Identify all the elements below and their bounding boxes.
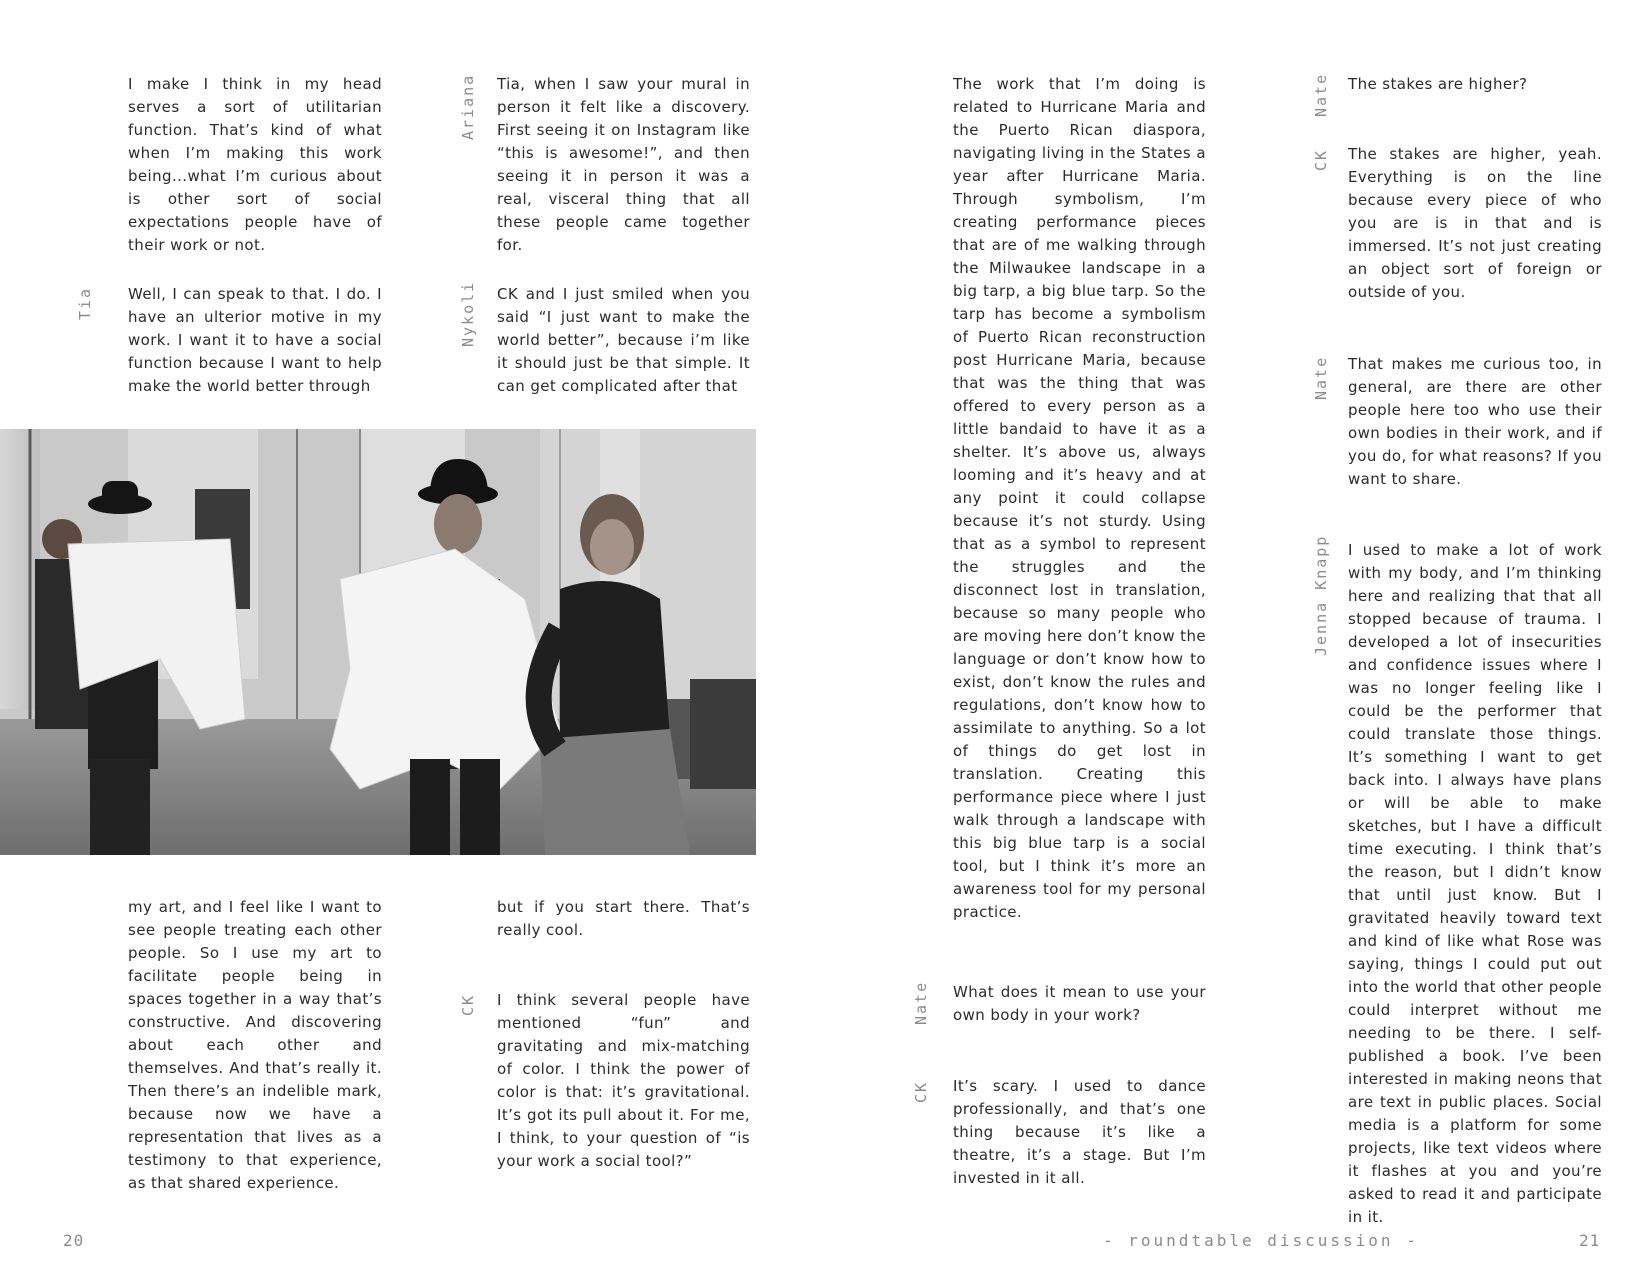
paragraph-ck-scary: It’s scary. I used to dance professionally, and that’s one thing because it’s like a theatre, it’s a stage. But I’m invested in it all. [953, 1077, 1206, 1187]
paragraph-nate-bodies: That makes me curious too, in general, are there are other people here too who use their own bodies in their work, and if you do, for what reasons? If you want to share. [1348, 355, 1602, 488]
speaker-label-tia: Tia [76, 286, 94, 320]
paragraph-nate-body-question: What does it mean to use your own body in your work? [953, 983, 1206, 1024]
speaker-label-nate-2: Nate [1312, 72, 1330, 117]
rehearsal-photo [0, 429, 756, 855]
paragraph-ariana: Tia, when I saw your mural in person it felt like a discovery. First seeing it on Instagram like “this is awesome!”, and then seeing it in person it was a real, visceral thing that all these people came together for. [497, 75, 750, 254]
page-number-left: 20 [63, 1231, 85, 1250]
speaker-label-ck-1: CK [912, 1080, 930, 1103]
speaker-label-nate-3: Nate [1312, 355, 1330, 400]
speaker-label-ck-left: CK [459, 993, 477, 1016]
paragraph-utilitarian-function: I make I think in my head serves a sort of utilitarian function. That’s kind of what when I’m making this work being...what I’m curious about is other sort of social expectations people have of their work or not. [128, 75, 382, 254]
paragraph-ck-stakes: The stakes are higher, yeah. Everything is on the line because every piece of who you are is in that and is immersed. It’s not just creating an object sort of foreign or outside of you. [1348, 145, 1602, 301]
speaker-label-ck-2: CK [1312, 148, 1330, 171]
speaker-label-jenna-knapp: Jenna Knapp [1312, 534, 1330, 656]
paragraph-nykoli-part1: CK and I just smiled when you said “I just want to make the world better”, because i’m like it should just be that simple. It can get complicated after that [497, 285, 750, 395]
speaker-label-nykoli: Nykoli [459, 280, 477, 347]
paragraph-tia-part2: my art, and I feel like I want to see people treating each other people. So I use my art to facilitate people being in spaces together in a way that’s constructive. And discovering about each other and themselves. And that’s really it. Then there’s an indelible mark, because now we have a representation that lives as a testimony to that experience, as that shared experience. [128, 898, 382, 1192]
paragraph-jenna: I used to make a lot of work with my body, and I’m thinking here and realizing that that all stopped because of trauma. I developed a lot of insecurities and confidence issues where I was no longer feeling like I could be the performer that could translate those things. It’s something I want to get back into. I always have plans or will be able to make sketches, but I have a difficult time executing. I think that’s the reason, but I didn’t know that until just know. But I gravitated heavily toward text and kind of like what Rose was saying, things I could put out into the world that other people could interpret without me needing to be there. I self-published a book. I’ve been interested in making neons that are text in public places. Social media is a platform for some projects, like text videos where it flashes at you and you’re asked to read it and participate in it. [1348, 541, 1602, 1226]
speaker-label-nate-1: Nate [912, 980, 930, 1025]
speaker-label-ariana: Ariana [459, 73, 477, 140]
paragraph-ck-color: I think several people have mentioned “fun” and gravitating and mix-matching of color. I think the power of color is that: it’s gravitational. It’s got its pull about it. For me, I think, to your question of “is your work a social tool?” [497, 991, 750, 1170]
paragraph-tia-part1: Well, I can speak to that. I do. I have an ulterior motive in my work. I want it to have a social function because I want to help make the world better through [128, 285, 382, 395]
paragraph-nykoli-part2: but if you start there. That’s really cool. [497, 898, 750, 939]
paragraph-nate-stakes: The stakes are higher? [1348, 75, 1528, 93]
running-footer: - roundtable discussion - [1103, 1231, 1419, 1250]
page-number-right: 21 [1579, 1231, 1601, 1250]
paragraph-hurricane-maria: The work that I’m doing is related to Hurricane Maria and the Puerto Rican diaspora, navigating living in the States a year after Hurricane Maria. Through symbolism, I’m creating performance pieces that are of me walking through the Milwaukee landscape in a big tarp, a big blue tarp. So the tarp has become a symbolism of Puerto Rican reconstruction post Hurricane Maria, because that was the thing that was offered to every person as a little bandaid to have it as a shelter. It’s above us, always looming and it’s heavy and at any point it could collapse because it’s not sturdy. Using that as a symbol to represent the struggles and the disconnect lost in translation, because so many people who are moving here don’t know the language or don’t know how to exist, don’t know the rules and regulations, don’t know how to assimilate to anything. So a lot of things do get lost in translation. Creating this performance piece where I just walk through a landscape with this big blue tarp is a social tool, but I think it’s more an awareness tool for my personal practice. [953, 75, 1206, 921]
